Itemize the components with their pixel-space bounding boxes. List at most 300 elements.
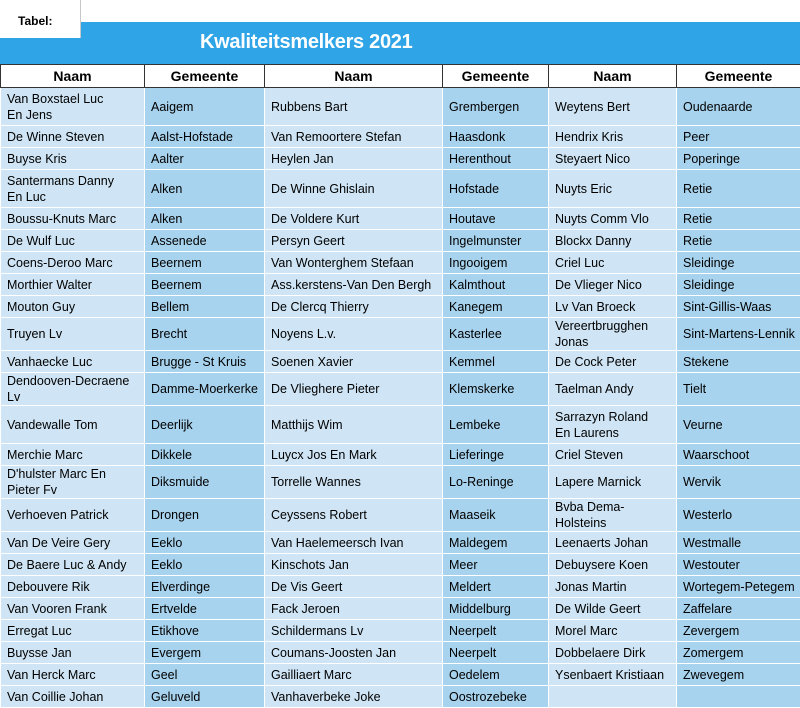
cell-naam — [549, 274, 677, 296]
cell-text: Blockx Danny — [555, 233, 672, 249]
cell-gemeente — [443, 373, 549, 406]
cell-gemeente — [443, 532, 549, 554]
cell-gemeente — [443, 351, 549, 373]
cell-naam — [1, 208, 145, 230]
cell-gemeente — [677, 406, 800, 444]
cell-text: Lo-Reninge — [449, 474, 544, 490]
cell-text: Zevergem — [683, 623, 796, 639]
cell-text: Etikhove — [151, 623, 260, 639]
table-row — [1, 170, 800, 208]
cell-gemeente — [443, 230, 549, 252]
cell-text: De Winne Ghislain — [271, 181, 438, 197]
cell-text: Santermans Danny En Luc — [7, 173, 140, 205]
cell-naam — [265, 532, 443, 554]
cell-naam — [265, 686, 443, 708]
table-row — [1, 318, 800, 351]
cell-gemeente — [145, 274, 265, 296]
cell-text: Van Coillie Johan — [7, 689, 140, 705]
cell-naam — [265, 554, 443, 576]
cell-gemeente — [443, 554, 549, 576]
cell-naam — [1, 373, 145, 406]
table-row — [1, 406, 800, 444]
cell-text: Ingelmunster — [449, 233, 544, 249]
table-row — [1, 642, 800, 664]
cell-text: Criel Steven — [555, 447, 672, 463]
cell-naam — [549, 598, 677, 620]
cell-text: Elverdinge — [151, 579, 260, 595]
cell-text: Eeklo — [151, 535, 260, 551]
cell-text: Leenaerts Johan — [555, 535, 672, 551]
cell-text: Van Boxstael Luc En Jens — [7, 91, 140, 123]
cell-text: Neerpelt — [449, 645, 544, 661]
cell-naam — [549, 296, 677, 318]
cell-text: Hofstade — [449, 181, 544, 197]
cell-text: Kinschots Jan — [271, 557, 438, 573]
cell-text: Rubbens Bart — [271, 99, 438, 115]
cell-naam — [265, 466, 443, 499]
cell-text: Ertvelde — [151, 601, 260, 617]
cell-naam — [549, 208, 677, 230]
cell-text: Assenede — [151, 233, 260, 249]
table-header — [0, 0, 800, 64]
cell-naam — [549, 351, 677, 373]
cell-text: De Wilde Geert — [555, 601, 672, 617]
cell-gemeente — [677, 148, 800, 170]
cell-text: Klemskerke — [449, 381, 544, 397]
cell-gemeente — [443, 208, 549, 230]
cell-text: Nuyts Comm Vlo — [555, 211, 672, 227]
cell-gemeente — [677, 126, 800, 148]
cell-text: Westouter — [683, 557, 796, 573]
cell-text: Eeklo — [151, 557, 260, 573]
cell-gemeente — [677, 318, 800, 351]
table-body — [1, 88, 800, 708]
cell-text: Diksmuide — [151, 474, 260, 490]
table-row — [1, 499, 800, 532]
cell-gemeente — [677, 230, 800, 252]
cell-text: Vandewalle Tom — [7, 417, 140, 433]
table-row — [1, 208, 800, 230]
cell-text: Weytens Bert — [555, 99, 672, 115]
cell-gemeente — [677, 620, 800, 642]
cell-naam — [265, 126, 443, 148]
cell-text: Brecht — [151, 326, 260, 342]
cell-text: Fack Jeroen — [271, 601, 438, 617]
cell-gemeente — [145, 170, 265, 208]
cell-naam — [1, 252, 145, 274]
cell-gemeente — [677, 576, 800, 598]
cell-naam — [549, 170, 677, 208]
tab-label: Tabel: — [18, 14, 52, 28]
cell-naam — [1, 532, 145, 554]
table-row — [1, 274, 800, 296]
cell-naam — [265, 406, 443, 444]
cell-naam — [1, 598, 145, 620]
cell-text: Ass.kerstens-Van Den Bergh — [271, 277, 438, 293]
cell-gemeente — [145, 598, 265, 620]
cell-text: Meldert — [449, 579, 544, 595]
cell-text: Truyen Lv — [7, 326, 140, 342]
cell-naam — [1, 466, 145, 499]
cell-text: Wervik — [683, 474, 796, 490]
cell-gemeente — [677, 554, 800, 576]
table-row — [1, 620, 800, 642]
cell-text: Neerpelt — [449, 623, 544, 639]
cell-text: Lieferinge — [449, 447, 544, 463]
cell-naam — [1, 170, 145, 208]
cell-text: Van Haelemeersch Ivan — [271, 535, 438, 551]
cell-text: Dikkele — [151, 447, 260, 463]
cell-text: Kanegem — [449, 299, 544, 315]
table-row — [1, 532, 800, 554]
cell-gemeente — [677, 444, 800, 466]
table-row — [1, 664, 800, 686]
cell-gemeente — [443, 274, 549, 296]
cell-naam — [549, 576, 677, 598]
cell-text: De Wulf Luc — [7, 233, 140, 249]
cell-text: Zomergem — [683, 645, 796, 661]
cell-text: Retie — [683, 233, 796, 249]
cell-text: Brugge - St Kruis — [151, 354, 260, 370]
cell-text: Damme-Moerkerke — [151, 381, 260, 397]
cell-gemeente — [677, 170, 800, 208]
cell-text: Matthijs Wim — [271, 417, 438, 433]
cell-naam — [265, 296, 443, 318]
cell-text: Haasdonk — [449, 129, 544, 145]
cell-text: Veurne — [683, 417, 796, 433]
cell-text: Oostrozebeke — [449, 689, 544, 705]
cell-gemeente — [145, 406, 265, 444]
cell-naam — [1, 318, 145, 351]
cell-text: Van Remoortere Stefan — [271, 129, 438, 145]
table-row — [1, 252, 800, 274]
cell-text: Erregat Luc — [7, 623, 140, 639]
cell-text: Waarschoot — [683, 447, 796, 463]
cell-gemeente — [677, 296, 800, 318]
cell-text: Ceyssens Robert — [271, 507, 438, 523]
cell-text: Beernem — [151, 255, 260, 271]
cell-text: Van Vooren Frank — [7, 601, 140, 617]
cell-gemeente — [145, 148, 265, 170]
table-title: Kwaliteitsmelkers 2021 — [200, 31, 412, 54]
cell-gemeente — [145, 532, 265, 554]
cell-gemeente — [443, 88, 549, 126]
cell-text: Alken — [151, 181, 260, 197]
cell-naam — [549, 499, 677, 532]
cell-gemeente — [677, 466, 800, 499]
cell-text: Beernem — [151, 277, 260, 293]
cell-naam — [1, 499, 145, 532]
cell-text: Houtave — [449, 211, 544, 227]
cell-text: Criel Luc — [555, 255, 672, 271]
cell-text: Deerlijk — [151, 417, 260, 433]
cell-text: Retie — [683, 181, 796, 197]
cell-gemeente — [443, 466, 549, 499]
cell-text: Mouton Guy — [7, 299, 140, 315]
cell-text: Bellem — [151, 299, 260, 315]
cell-text: Sint-Gillis-Waas — [683, 299, 796, 315]
cell-gemeente — [443, 318, 549, 351]
cell-gemeente — [677, 252, 800, 274]
cell-naam — [549, 620, 677, 642]
cell-naam — [265, 148, 443, 170]
cell-naam — [1, 406, 145, 444]
cell-gemeente — [443, 576, 549, 598]
cell-text: Zaffelare — [683, 601, 796, 617]
cell-text: Nuyts Eric — [555, 181, 672, 197]
cell-gemeente — [677, 499, 800, 532]
cell-naam — [265, 274, 443, 296]
cell-text: Debuysere Koen — [555, 557, 672, 573]
column-header-naam: Naam — [265, 65, 443, 88]
cell-text: Maaseik — [449, 507, 544, 523]
cell-naam — [1, 148, 145, 170]
table-row — [1, 466, 800, 499]
cell-text: Kemmel — [449, 354, 544, 370]
cell-naam — [549, 444, 677, 466]
cell-text: Steyaert Nico — [555, 151, 672, 167]
cell-text: De Vlieghere Pieter — [271, 381, 438, 397]
cell-text: Aalst-Hofstade — [151, 129, 260, 145]
cell-naam — [265, 576, 443, 598]
cell-text: Wortegem-Petegem — [683, 579, 796, 595]
cell-text: Aaigem — [151, 99, 260, 115]
cell-gemeente — [443, 598, 549, 620]
cell-gemeente — [443, 406, 549, 444]
table-row — [1, 576, 800, 598]
cell-naam — [265, 170, 443, 208]
cell-naam — [265, 318, 443, 351]
cell-naam — [549, 148, 677, 170]
cell-naam — [1, 126, 145, 148]
cell-gemeente — [145, 499, 265, 532]
cell-gemeente — [677, 208, 800, 230]
column-header-gemeente: Gemeente — [677, 65, 800, 88]
cell-naam — [549, 554, 677, 576]
cell-text: Heylen Jan — [271, 151, 438, 167]
cell-text: Vereertbrugghen Jonas — [555, 318, 672, 350]
cell-text: Ysenbaert Kristiaan — [555, 667, 672, 683]
cell-text: Verhoeven Patrick — [7, 507, 140, 523]
cell-naam — [1, 620, 145, 642]
cell-text: Gailliaert Marc — [271, 667, 438, 683]
cell-gemeente — [443, 664, 549, 686]
cell-text: Vanhaecke Luc — [7, 354, 140, 370]
cell-text: Schildermans Lv — [271, 623, 438, 639]
cell-naam — [1, 664, 145, 686]
cell-naam — [265, 208, 443, 230]
table-header-row — [1, 65, 800, 88]
cell-gemeente — [145, 686, 265, 708]
cell-text: Coumans-Joosten Jan — [271, 645, 438, 661]
cell-naam — [265, 230, 443, 252]
table-row — [1, 686, 800, 708]
cell-text: Coens-Deroo Marc — [7, 255, 140, 271]
cell-gemeente — [145, 444, 265, 466]
cell-naam — [549, 664, 677, 686]
cell-gemeente — [145, 88, 265, 126]
cell-gemeente — [145, 351, 265, 373]
cell-text: Retie — [683, 211, 796, 227]
cell-naam — [265, 252, 443, 274]
cell-naam — [1, 230, 145, 252]
cell-text: Meer — [449, 557, 544, 573]
table-row — [1, 444, 800, 466]
cell-naam — [549, 230, 677, 252]
cell-gemeente — [677, 642, 800, 664]
cell-text: Bvba Dema-Holsteins — [555, 499, 672, 531]
cell-gemeente — [145, 296, 265, 318]
cell-text: De Baere Luc & Andy — [7, 557, 140, 573]
cell-gemeente — [443, 126, 549, 148]
table-row — [1, 351, 800, 373]
cell-gemeente — [145, 466, 265, 499]
cell-text: Westerlo — [683, 507, 796, 523]
cell-gemeente — [443, 148, 549, 170]
cell-text: Kalmthout — [449, 277, 544, 293]
cell-text: Oudenaarde — [683, 99, 796, 115]
cell-gemeente — [443, 620, 549, 642]
cell-gemeente — [145, 252, 265, 274]
cell-naam — [549, 88, 677, 126]
cell-naam — [1, 576, 145, 598]
cell-naam — [549, 642, 677, 664]
cell-text: Torrelle Wannes — [271, 474, 438, 490]
cell-text: Grembergen — [449, 99, 544, 115]
cell-text: Peer — [683, 129, 796, 145]
cell-text: Buyse Kris — [7, 151, 140, 167]
cell-text: Dendooven-Decraene Lv — [7, 373, 140, 405]
table-row — [1, 598, 800, 620]
table-row — [1, 126, 800, 148]
cell-text: Soenen Xavier — [271, 354, 438, 370]
cell-text: De Vis Geert — [271, 579, 438, 595]
cell-text: Sint-Martens-Lennik — [683, 326, 796, 342]
cell-naam — [549, 318, 677, 351]
cell-text: Tielt — [683, 381, 796, 397]
table-row — [1, 148, 800, 170]
cell-text: Sarrazyn Roland En Laurens — [555, 409, 672, 441]
cell-gemeente — [145, 126, 265, 148]
cell-naam — [1, 686, 145, 708]
cell-text: De Clercq Thierry — [271, 299, 438, 315]
title-bar — [0, 22, 800, 64]
cell-gemeente — [145, 318, 265, 351]
cell-gemeente — [145, 620, 265, 642]
data-table — [0, 64, 800, 708]
cell-gemeente — [443, 444, 549, 466]
cell-text: Debouvere Rik — [7, 579, 140, 595]
cell-text: Luycx Jos En Mark — [271, 447, 438, 463]
cell-gemeente — [145, 554, 265, 576]
cell-text: De Voldere Kurt — [271, 211, 438, 227]
table-row — [1, 230, 800, 252]
table-row — [1, 296, 800, 318]
cell-naam — [265, 620, 443, 642]
cell-text: Drongen — [151, 507, 260, 523]
cell-gemeente — [443, 296, 549, 318]
cell-gemeente — [677, 88, 800, 126]
cell-naam — [1, 444, 145, 466]
cell-text: Persyn Geert — [271, 233, 438, 249]
cell-naam — [265, 444, 443, 466]
cell-gemeente — [145, 230, 265, 252]
cell-text: Boussu-Knuts Marc — [7, 211, 140, 227]
cell-gemeente — [677, 373, 800, 406]
cell-text: Van Herck Marc — [7, 667, 140, 683]
column-header-gemeente: Gemeente — [443, 65, 549, 88]
cell-text: Stekene — [683, 354, 796, 370]
cell-gemeente — [677, 274, 800, 296]
cell-naam — [549, 252, 677, 274]
cell-gemeente — [443, 170, 549, 208]
cell-text: Van De Veire Gery — [7, 535, 140, 551]
cell-gemeente — [677, 351, 800, 373]
cell-naam — [265, 351, 443, 373]
cell-text: Aalter — [151, 151, 260, 167]
cell-text: Jonas Martin — [555, 579, 672, 595]
cell-text: Buysse Jan — [7, 645, 140, 661]
tab-label-box — [0, 0, 81, 38]
cell-text: Oedelem — [449, 667, 544, 683]
cell-text: Middelburg — [449, 601, 544, 617]
cell-text: Poperinge — [683, 151, 796, 167]
cell-text: D'hulster Marc En Pieter Fv — [7, 466, 140, 498]
cell-naam — [1, 88, 145, 126]
cell-text: De Winne Steven — [7, 129, 140, 145]
cell-text: Morthier Walter — [7, 277, 140, 293]
cell-text: Maldegem — [449, 535, 544, 551]
cell-naam — [549, 373, 677, 406]
cell-text: Alken — [151, 211, 260, 227]
cell-naam — [265, 664, 443, 686]
cell-naam — [265, 373, 443, 406]
cell-naam — [1, 554, 145, 576]
cell-gemeente — [443, 642, 549, 664]
cell-text: Noyens L.v. — [271, 326, 438, 342]
cell-text: Taelman Andy — [555, 381, 672, 397]
cell-text: Westmalle — [683, 535, 796, 551]
cell-naam — [265, 88, 443, 126]
cell-text: Lapere Marnick — [555, 474, 672, 490]
cell-text: Ingooigem — [449, 255, 544, 271]
cell-text: Geel — [151, 667, 260, 683]
cell-text: Dobbelaere Dirk — [555, 645, 672, 661]
cell-text: De Vlieger Nico — [555, 277, 672, 293]
cell-naam — [549, 466, 677, 499]
cell-naam — [1, 642, 145, 664]
cell-text: Hendrix Kris — [555, 129, 672, 145]
table-row — [1, 373, 800, 406]
cell-text: Sleidinge — [683, 255, 796, 271]
cell-gemeente — [677, 598, 800, 620]
cell-naam — [549, 532, 677, 554]
cell-gemeente — [145, 373, 265, 406]
cell-naam — [549, 686, 677, 708]
cell-naam — [549, 126, 677, 148]
cell-text: Herenthout — [449, 151, 544, 167]
table-row — [1, 554, 800, 576]
cell-text: Lv Van Broeck — [555, 299, 672, 315]
column-header-gemeente: Gemeente — [145, 65, 265, 88]
cell-naam — [265, 642, 443, 664]
cell-text: Merchie Marc — [7, 447, 140, 463]
cell-naam — [1, 296, 145, 318]
cell-text: Vanhaverbeke Joke — [271, 689, 438, 705]
cell-text: Geluveld — [151, 689, 260, 705]
column-header-naam: Naam — [549, 65, 677, 88]
cell-gemeente — [145, 208, 265, 230]
